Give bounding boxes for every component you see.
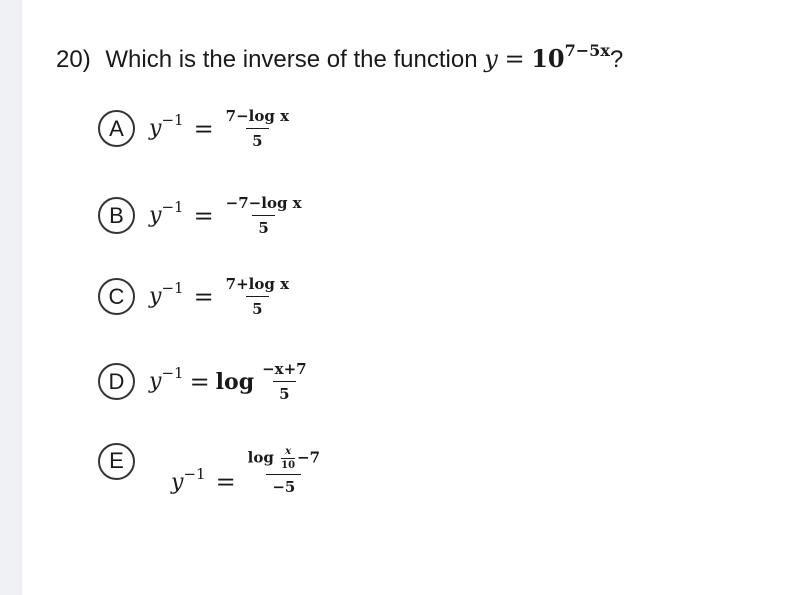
option-d-letter[interactable]: D	[98, 363, 135, 400]
option-e-inner-numerator: x	[285, 446, 292, 457]
function-variable: y	[484, 45, 498, 73]
option-a-lhs: $y^{-1}$	[149, 111, 184, 141]
option-d-equals: =	[189, 367, 210, 396]
option-c[interactable]	[98, 275, 291, 318]
function-exponent: 7−5x	[564, 41, 610, 60]
option-e-log: log	[247, 448, 274, 467]
option-c-equals: =	[193, 282, 214, 311]
option-d-numerator: −x+7	[262, 360, 307, 378]
option-a[interactable]	[98, 107, 291, 150]
question-number: 20)	[56, 46, 91, 73]
option-b-lhs: $y^{-1}$	[149, 198, 184, 228]
question-text: Which is the inverse of the function	[105, 46, 478, 73]
option-e-letter[interactable]: E	[98, 443, 135, 480]
option-e-equals: =	[215, 468, 236, 496]
question-stem	[56, 41, 624, 74]
option-d-log: log	[215, 368, 255, 395]
option-d-lhs: $y^{-1}$	[149, 364, 184, 394]
option-c-numerator: 7+log x	[225, 275, 290, 293]
option-b-denominator: 5	[252, 215, 274, 237]
option-e-tail: −7	[297, 448, 321, 467]
option-b-fraction	[224, 194, 304, 237]
option-e-fraction	[246, 446, 322, 496]
option-d-denominator: 5	[273, 381, 295, 403]
option-e-numerator	[246, 446, 322, 474]
option-c-letter[interactable]: C	[98, 278, 135, 315]
option-b-letter[interactable]: B	[98, 197, 135, 234]
option-a-denominator: 5	[246, 128, 268, 150]
option-e[interactable]	[98, 446, 322, 496]
function-base: 10	[531, 44, 565, 73]
left-edge-bar	[0, 0, 22, 595]
function-equals: =	[504, 45, 525, 73]
option-a-equals: =	[193, 114, 214, 143]
option-e-inner-denominator: 10	[281, 460, 296, 471]
option-b-equals: =	[193, 201, 214, 230]
option-c-lhs: $y^{-1}$	[149, 279, 184, 309]
option-b[interactable]	[98, 194, 304, 237]
option-a-numerator: 7−log x	[225, 107, 290, 125]
option-d[interactable]	[98, 360, 309, 403]
question-mark: ?	[609, 46, 624, 73]
option-e-inner-fraction	[281, 446, 295, 471]
option-a-fraction	[224, 107, 291, 150]
option-c-fraction	[224, 275, 291, 318]
option-b-numerator: −7−log x	[225, 194, 302, 212]
option-e-lhs: $y^{-1}$	[171, 464, 206, 495]
option-c-denominator: 5	[246, 296, 268, 318]
option-a-letter[interactable]: A	[98, 110, 135, 147]
option-d-fraction	[260, 360, 309, 403]
option-e-denominator: −5	[266, 474, 301, 496]
